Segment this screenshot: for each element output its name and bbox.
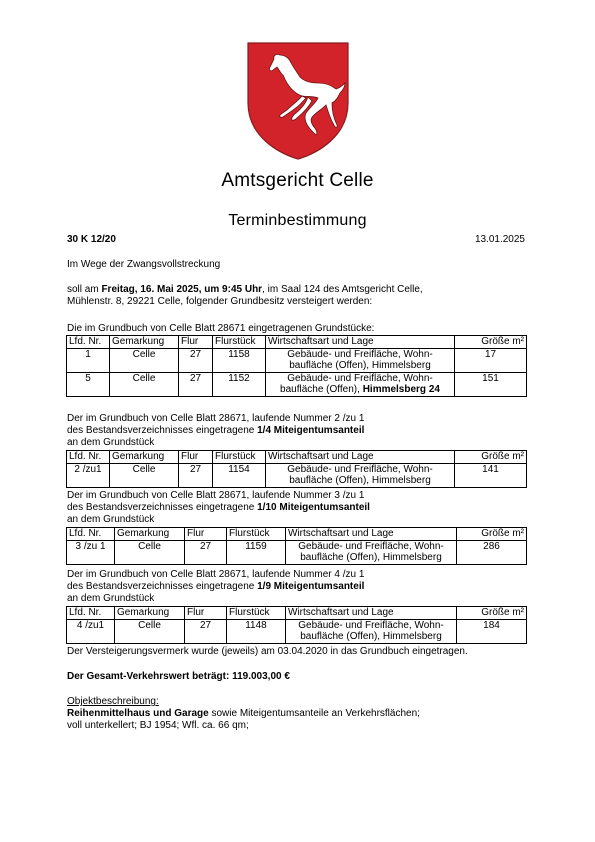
section2-line3: an dem Grundstück (67, 437, 155, 448)
col-flurstueck: Flurstück (213, 336, 266, 349)
section2-line1: Der im Grundbuch von Celle Blatt 28671, laufende Nummer 2 /zu 1 (67, 413, 365, 424)
intro-line: Im Wege der Zwangsvollstreckung (67, 259, 221, 270)
col-lfd-nr: Lfd. Nr. (67, 336, 110, 349)
auction-date: Freitag, 16. Mai 2025, um 9:45 Uhr (101, 284, 263, 295)
lower-saxony-crest (246, 41, 350, 161)
auction-date-line: soll am Freitag, 16. Mai 2025, um 9:45 Uhr, im Saal 124 des Amtsgericht Celle, (67, 284, 423, 295)
table-header-row: Lfd. Nr. Gemarkung Flur Flurstück Wirtschaftsart und Lage Größe m² (67, 528, 527, 541)
table-row: 5 Celle 27 1152 Gebäude- und Freifläche, Wohn- baufläche (Offen), Himmelsberg 24 151 (67, 372, 527, 396)
court-name: Amtsgericht Celle (221, 170, 374, 191)
verkehrswert-line: Der Gesamt-Verkehrswert beträgt: 119.003,00 € (67, 671, 290, 682)
section2-line2: des Bestandsverzeichnisses eingetragene 1/4 Miteigentumsanteil (67, 425, 365, 436)
table-header-row: Lfd. Nr. Gemarkung Flur Flurstück Wirtschaftsart und Lage Größe m² (67, 451, 527, 464)
property-table-1 (66, 335, 527, 397)
section1-caption: Die im Grundbuch von Celle Blatt 28671 eingetragenen Grundstücke: (67, 323, 375, 334)
object-description-heading: Objektbeschreibung: (67, 696, 159, 707)
table-row: 2 /zu1 Celle 27 1154 Gebäude- und Freifläche, Wohn- baufläche (Offen), Himmelsberg 141 (67, 463, 527, 487)
property-table-3 (66, 527, 527, 565)
object-description-line2: voll unterkellert; BJ 1954; Wfl. ca. 66 qm; (67, 720, 249, 731)
table-header-row: Lfd. Nr. Gemarkung Flur Flurstück Wirtschaftsart und Lage Größe m² (67, 607, 527, 620)
section3-line2: des Bestandsverzeichnisses eingetragene 1/10 Miteigentumsanteil (67, 502, 370, 513)
table-header-row (67, 336, 527, 349)
table-row: 3 /zu 1 Celle 27 1159 Gebäude- und Freifläche, Wohn- baufläche (Offen), Himmelsberg 286 (67, 540, 527, 564)
vermerk-line: Der Versteigerungsvermerk wurde (jeweils) am 03.04.2020 in das Grundbuch eingetragen. (67, 646, 468, 657)
section4-line1: Der im Grundbuch von Celle Blatt 28671, laufende Nummer 4 /zu 1 (67, 569, 365, 580)
object-description-line1: Reihenmittelhaus und Garage sowie Miteigentumsanteile an Verkehrsflächen; (67, 708, 420, 719)
property-table-2 (66, 450, 527, 488)
section4-line3: an dem Grundstück (67, 593, 155, 604)
col-groesse: Größe m² (455, 336, 527, 349)
table-row: 4 /zu1 Celle 27 1148 Gebäude- und Freifläche, Wohn- baufläche (Offen), Himmelsberg 184 (67, 619, 527, 643)
section3-line3: an dem Grundstück (67, 514, 155, 525)
col-lage: Wirtschaftsart und Lage (266, 336, 455, 349)
document-date: 13.01.2025 (474, 234, 525, 245)
section3-line1: Der im Grundbuch von Celle Blatt 28671, laufende Nummer 3 /zu 1 (67, 490, 365, 501)
document-title: Terminbestimmung (228, 212, 367, 229)
property-table-4 (66, 606, 527, 644)
table-row: 1 Celle 27 1158 Gebäude- und Freifläche, Wohn- baufläche (Offen), Himmelsberg 17 (67, 348, 527, 372)
auction-address-line: Mühlenstr. 8, 29221 Celle, folgender Grundbesitz versteigert werden: (67, 296, 373, 307)
col-flur: Flur (179, 336, 213, 349)
file-number: 30 K 12/20 (67, 234, 116, 245)
col-gemarkung: Gemarkung (110, 336, 179, 349)
section4-line2: des Bestandsverzeichnisses eingetragene 1/9 Miteigentumsanteil (67, 581, 365, 592)
